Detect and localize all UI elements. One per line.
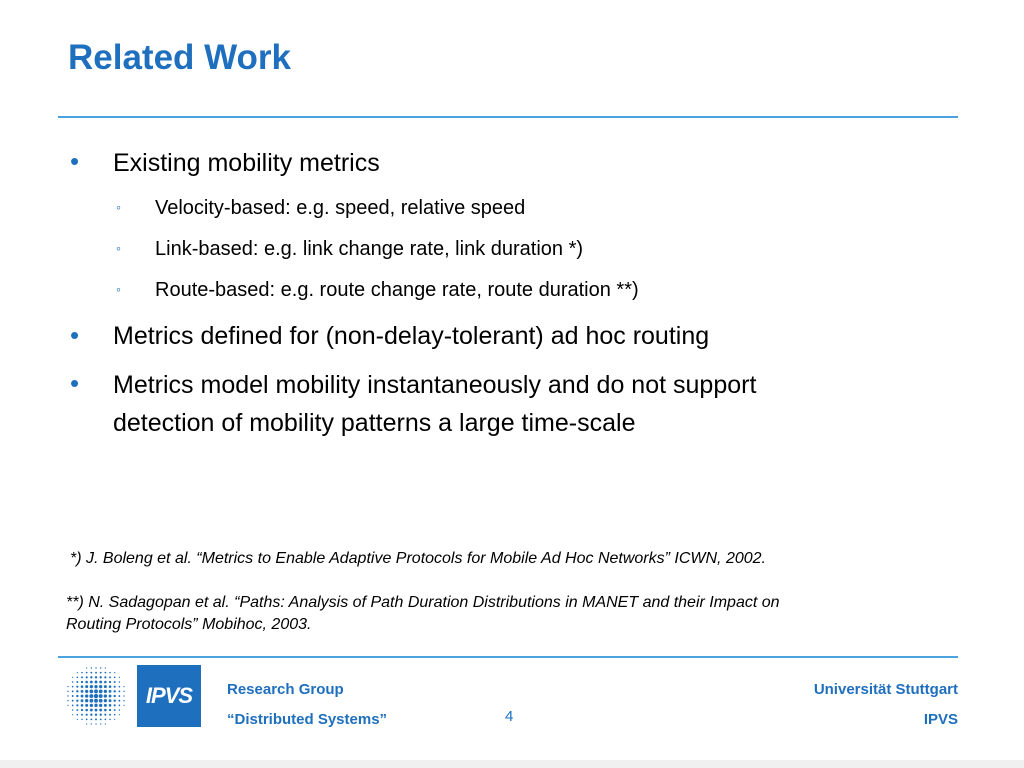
seal-dot — [104, 676, 106, 678]
seal-dot — [76, 700, 78, 702]
seal-dot — [90, 690, 94, 694]
seal-dot — [81, 709, 83, 711]
seal-dot — [114, 695, 116, 697]
reference-2-line2: Routing Protocols” Mobihoc, 2003. — [66, 616, 312, 633]
seal-dot — [109, 695, 112, 698]
seal-dot — [90, 676, 92, 678]
seal-dot — [114, 714, 116, 716]
seal-dot — [86, 714, 88, 716]
seal-dot — [109, 714, 111, 716]
sub-bullet-link: Link-based: e.g. link change rate, link duration *) — [155, 238, 584, 260]
seal-dot — [94, 685, 97, 688]
seal-dot — [105, 672, 107, 674]
sub-bullet-route: Route-based: e.g. route change rate, route duration **) — [155, 279, 639, 301]
seal-dot — [76, 695, 78, 697]
seal-dot — [104, 709, 107, 712]
seal-dot — [67, 705, 68, 706]
seal-dot — [77, 672, 78, 673]
seal-dot — [104, 699, 107, 702]
ipvs-logo — [137, 665, 201, 727]
seal-dot — [81, 695, 84, 698]
seal-dot — [90, 718, 92, 720]
seal-dot — [119, 705, 121, 707]
seal-dot — [67, 695, 68, 696]
seal-dot — [85, 685, 88, 688]
seal-dot — [95, 667, 96, 668]
seal-dot — [90, 672, 92, 674]
seal-dot — [123, 705, 124, 706]
seal-dot — [99, 681, 102, 684]
seal-dot — [81, 714, 83, 716]
seal-dot — [76, 709, 78, 711]
seal-dot — [91, 723, 92, 724]
seal-dot — [100, 667, 101, 668]
seal-dot — [72, 714, 73, 715]
seal-dot — [72, 705, 74, 707]
title-divider — [58, 116, 958, 118]
seal-dot — [104, 685, 107, 688]
seal-dot — [118, 700, 120, 702]
seal-dot — [86, 667, 87, 668]
seal-dot — [86, 723, 87, 724]
seal-dot — [85, 699, 88, 702]
sub-bullet-icon: ◦ — [116, 199, 121, 215]
seal-dot — [95, 672, 97, 674]
seal-dot — [114, 690, 116, 692]
seal-dot — [109, 690, 112, 693]
seal-dot — [118, 690, 120, 692]
seal-dot — [94, 699, 98, 703]
seal-dot — [109, 672, 111, 674]
seal-dot — [114, 719, 115, 720]
seal-dot — [119, 686, 121, 688]
seal-dot — [72, 709, 74, 711]
seal-dot — [76, 704, 78, 706]
footer-university: Universität Stuttgart — [813, 681, 958, 698]
sub-bullet-icon: ◦ — [116, 281, 121, 297]
seal-dot — [81, 676, 83, 678]
seal-dot — [123, 695, 124, 696]
seal-dot — [99, 694, 103, 698]
seal-dot — [76, 690, 78, 692]
seal-dot — [104, 694, 107, 697]
seal-dot — [119, 714, 120, 715]
seal-dot — [109, 704, 112, 707]
seal-dot — [67, 686, 68, 687]
seal-dot — [67, 691, 68, 692]
seal-dot — [114, 672, 115, 673]
sub-bullet-icon: ◦ — [116, 240, 121, 256]
seal-dot — [100, 718, 102, 720]
seal-dot — [76, 681, 78, 683]
seal-dot — [72, 690, 74, 692]
seal-dot — [77, 714, 79, 716]
seal-dot — [86, 672, 88, 674]
seal-dot — [90, 714, 92, 716]
bullet-adhoc-routing: Metrics defined for (non-delay-tolerant) ad hoc routing — [113, 322, 710, 350]
seal-dot — [104, 690, 107, 693]
footer-institute: IPVS — [923, 711, 958, 728]
seal-dot — [109, 699, 112, 702]
seal-dot — [86, 676, 88, 678]
seal-dot — [72, 677, 73, 678]
seal-dot — [67, 700, 68, 701]
seal-dot — [104, 704, 107, 707]
reference-1: *) J. Boleng et al. “Metrics to Enable Adaptive Protocols for Mobile Ad Hoc Networks” ICWN, 2002. — [70, 550, 766, 567]
seal-dot — [105, 719, 107, 721]
seal-dot — [99, 685, 102, 688]
seal-dot — [99, 709, 102, 712]
seal-dot — [72, 700, 74, 702]
seal-dot — [81, 685, 84, 688]
seal-dot — [109, 685, 112, 688]
seal-dot — [109, 676, 111, 678]
seal-dot — [118, 695, 120, 697]
seal-dot — [85, 681, 88, 684]
seal-dot — [77, 719, 78, 720]
reference-2-line1: **) N. Sadagopan et al. “Paths: Analysis of Path Duration Distributions in MANET and their Impact on — [66, 594, 780, 611]
seal-dot — [95, 723, 96, 724]
seal-dot — [95, 709, 98, 712]
seal-dot — [99, 704, 102, 707]
seal-dot — [100, 672, 102, 674]
bullet-icon: • — [70, 320, 80, 350]
seal-dot — [72, 681, 74, 683]
seal-dot — [109, 681, 111, 683]
seal-dot — [86, 719, 88, 721]
seal-dot — [95, 714, 97, 716]
seal-dot — [114, 704, 116, 706]
seal-dot — [100, 676, 102, 678]
seal-dot — [85, 690, 88, 693]
seal-dot — [81, 719, 83, 721]
footer-group-line1: Research Group — [227, 681, 344, 698]
seal-dot — [77, 677, 79, 679]
university-seal-icon — [64, 664, 128, 728]
seal-dot — [81, 681, 83, 683]
footer-group-line2: “Distributed Systems” — [227, 711, 388, 728]
bullet-existing-metrics: Existing mobility metrics — [113, 149, 380, 177]
seal-dot — [114, 700, 116, 702]
seal-dot — [104, 681, 107, 684]
seal-dot — [123, 691, 124, 692]
bullet-icon: • — [70, 368, 80, 398]
seal-dot — [109, 719, 111, 721]
seal-dot — [114, 681, 116, 683]
slide-title: Related Work — [68, 38, 292, 77]
seal-dot — [85, 704, 88, 707]
seal-dot — [94, 689, 98, 693]
seal-dot — [90, 685, 93, 688]
seal-dot — [109, 709, 111, 711]
seal-dot — [100, 723, 101, 724]
seal-dot — [95, 676, 97, 678]
seal-dot — [119, 709, 121, 711]
bottom-band — [0, 760, 1024, 768]
bullet-instantaneous-line1: Metrics model mobility instantaneously and do not support — [113, 371, 757, 399]
seal-dot — [123, 686, 124, 687]
seal-dot — [95, 718, 97, 720]
seal-dot — [81, 672, 83, 674]
seal-dot — [90, 681, 93, 684]
seal-dot — [119, 681, 121, 683]
seal-dot — [119, 677, 120, 678]
seal-dot — [76, 686, 78, 688]
seal-dot — [94, 694, 98, 698]
seal-dot — [99, 690, 103, 694]
seal-dot — [105, 667, 106, 668]
footer-divider — [58, 656, 958, 658]
bullet-instantaneous-line2: detection of mobility patterns a large time-scale — [113, 409, 636, 437]
ipvs-logo-text: IPVS — [145, 683, 193, 708]
seal-dot — [99, 699, 103, 703]
seal-dot — [90, 704, 93, 707]
seal-dot — [114, 709, 116, 711]
seal-dot — [72, 695, 74, 697]
seal-dot — [90, 709, 93, 712]
seal-dot — [85, 709, 88, 712]
seal-dot — [89, 694, 93, 698]
seal-dot — [95, 681, 98, 684]
seal-dot — [114, 677, 116, 679]
seal-dot — [81, 704, 84, 707]
page-number: 4 — [505, 708, 514, 725]
seal-dot — [104, 714, 106, 716]
seal-dot — [100, 714, 102, 716]
seal-dot — [114, 686, 116, 688]
sub-bullet-velocity: Velocity-based: e.g. speed, relative speed — [155, 197, 526, 219]
seal-dot — [81, 699, 84, 702]
seal-dot — [90, 699, 94, 703]
seal-dot — [85, 694, 88, 697]
seal-dot — [81, 690, 84, 693]
seal-dot — [72, 686, 74, 688]
seal-dot — [94, 704, 97, 707]
seal-dot — [123, 700, 124, 701]
seal-dot — [91, 667, 92, 668]
seal-dot — [105, 723, 106, 724]
bullet-icon: • — [70, 146, 80, 176]
